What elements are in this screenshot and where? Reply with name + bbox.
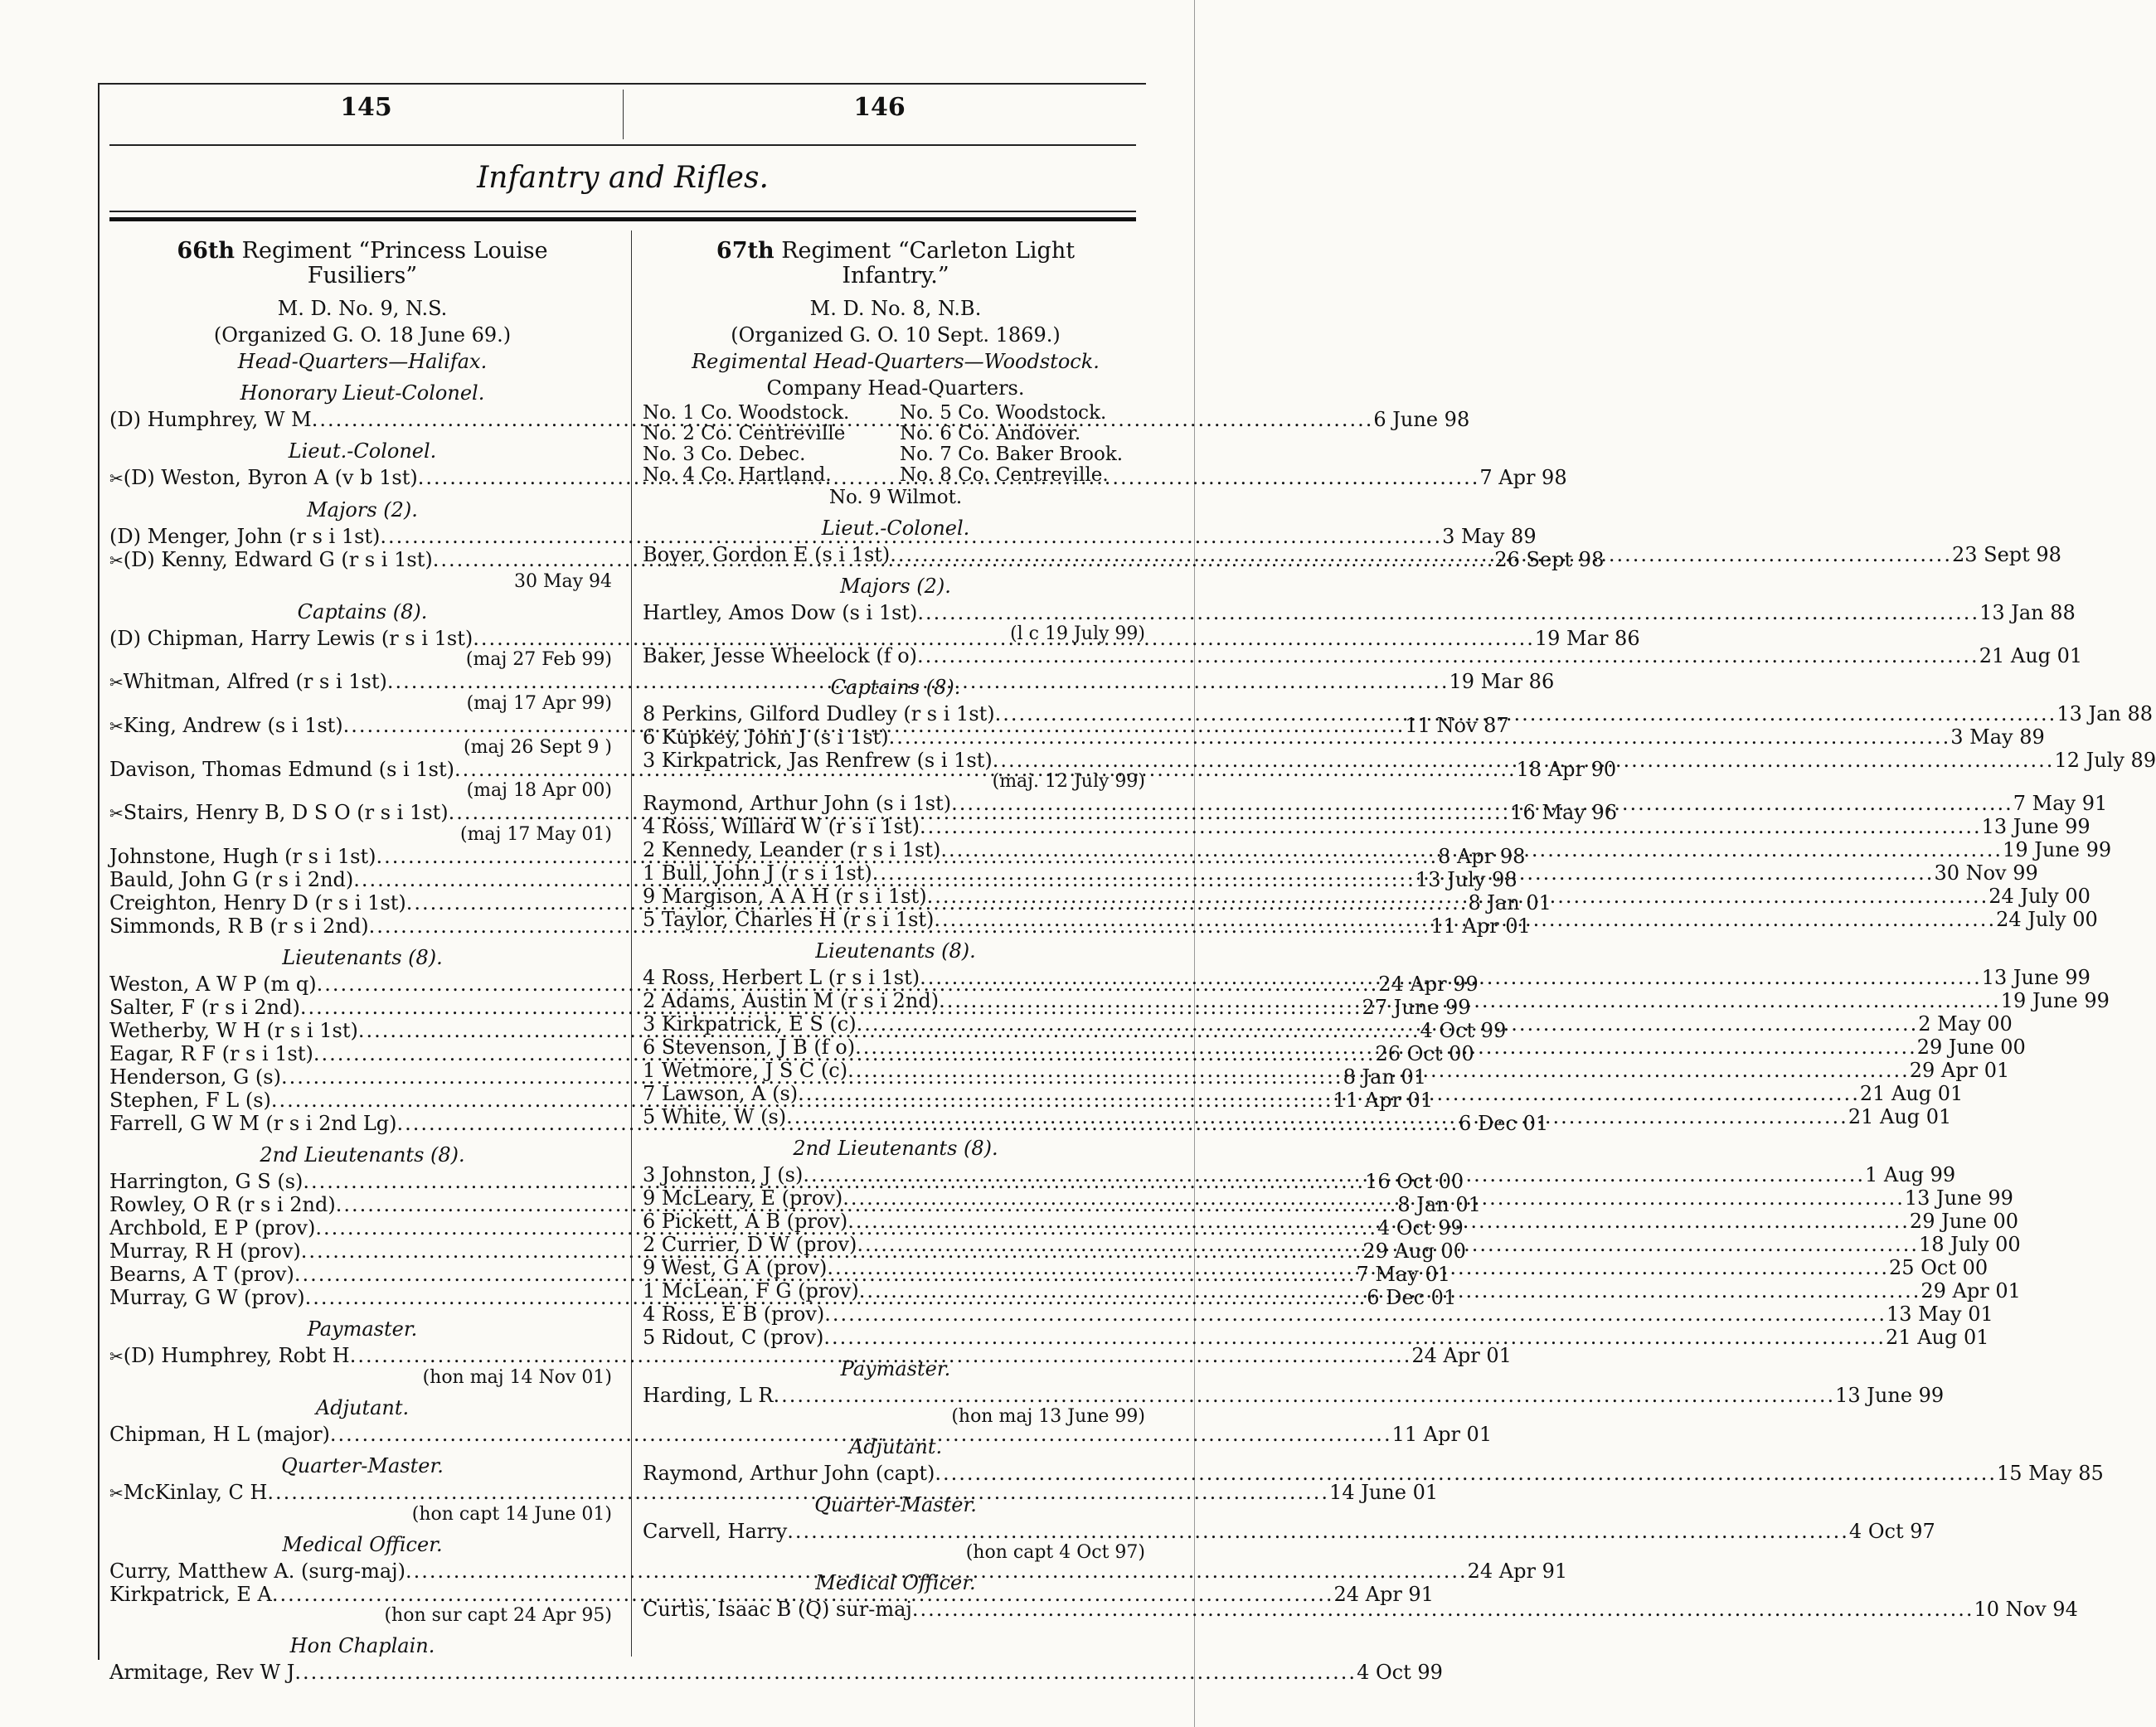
organized-order: (Organized G. O. 18 June 69.)	[213, 323, 512, 347]
officer-name: Carvell, Harry	[643, 1520, 788, 1543]
officer-name: Davison, Thomas Edmund (s i 1st)	[109, 758, 454, 781]
leader-dots	[857, 1012, 1919, 1036]
appointment-date: 24 Apr 91	[1467, 1560, 1568, 1583]
regiment-title	[643, 239, 1148, 289]
officer-name: Boyer, Gordon E (s i 1st)	[643, 543, 891, 566]
title-rule-thin	[109, 211, 1136, 212]
leader-dots	[827, 1256, 1889, 1279]
officer-name: Farrell, G W M (r s i 2nd Lg)	[109, 1112, 397, 1135]
appointment-date: 19 June 99	[2000, 989, 2110, 1012]
officer-name: 9 Margison, A A H (r s i 1st)	[643, 885, 927, 908]
appointment-date: 29 June 00	[1916, 1036, 2026, 1059]
section-heading: Adjutant.	[848, 1435, 943, 1458]
officer-name: 6 Pickett, A B (prov)	[643, 1210, 848, 1233]
appointment-date: 4 Oct 97	[1848, 1520, 1935, 1543]
appointment-date: 29 Apr 01	[1909, 1059, 2010, 1082]
section-heading: 2nd Lieutenants (8).	[793, 1137, 998, 1160]
leader-dots	[889, 725, 1951, 749]
officer-name: 2 Adams, Austin M (r s i 2nd)	[643, 989, 940, 1012]
rank-note: (hon sur capt 24 Apr 95)	[384, 1605, 612, 1626]
leader-dots	[872, 861, 1935, 885]
appointment-date: 11 Apr 01	[1430, 914, 1531, 938]
appointment-date: 13 June 99	[1904, 1186, 2013, 1210]
scissors-icon: ✂	[109, 551, 124, 570]
leader-dots	[294, 1661, 1357, 1684]
appointment-date: 15 May 85	[1997, 1462, 2104, 1485]
company-list	[643, 403, 1148, 486]
leader-dots	[917, 601, 1979, 624]
officer-name: 8 Perkins, Gilford Dudley (r s i 1st)	[643, 702, 995, 725]
appointment-date: 24 Apr 99	[1378, 973, 1479, 996]
officer-name: Stairs, Henry B, D S O (r s i 1st)	[123, 801, 449, 824]
appointment-date: 13 May 01	[1886, 1303, 1993, 1326]
officer-name: (D) Humphrey, W M	[109, 408, 312, 431]
company-item: No. 1 Co. Woodstock.	[643, 402, 850, 424]
leader-dots	[824, 1303, 1886, 1326]
leader-dots	[787, 1520, 1849, 1543]
appointment-date: 21 Aug 01	[1848, 1105, 1952, 1128]
appointment-date: 24 July 00	[1996, 908, 2098, 931]
officer-name: 4 Ross, E B (prov)	[643, 1303, 825, 1326]
officer-name: 4 Ross, Willard W (r s i 1st)	[643, 815, 920, 838]
officer-name: 5 Ridout, C (prov)	[643, 1326, 824, 1349]
appointment-date: 16 May 96	[1510, 801, 1618, 824]
section-heading: Paymaster.	[307, 1317, 418, 1341]
officer-name: Henderson, G (s)	[109, 1065, 281, 1089]
appointment-date: 3 May 89	[1442, 525, 1537, 548]
appointment-date: 4 Oct 99	[1377, 1216, 1464, 1239]
regiment-name: Regiment “Princess Louise Fusiliers”	[241, 238, 548, 289]
officer-name: King, Andrew (s i 1st)	[123, 714, 343, 737]
leader-dots	[993, 749, 2055, 772]
appointment-date: 7 Apr 98	[1479, 466, 1567, 489]
section-heading: Lieutenants (8).	[282, 946, 443, 969]
leader-dots	[855, 1036, 1917, 1059]
officer-name: (D) Chipman, Harry Lewis (r s i 1st)	[109, 627, 473, 650]
appointment-date: 13 June 99	[1981, 815, 2090, 838]
officer-name: Curtis, Isaac B (Q) sur-maj	[643, 1598, 912, 1621]
appointment-date: 11 Nov 87	[1405, 714, 1509, 737]
officer-name: 5 White, W (s)	[643, 1105, 787, 1128]
officer-name: Bauld, John G (r s i 2nd)	[109, 868, 354, 891]
rank-note: (hon capt 4 Oct 97)	[965, 1542, 1145, 1563]
regiment-number: 67th	[716, 238, 775, 264]
appointment-date: 29 June 00	[1909, 1210, 2018, 1233]
section-heading: Hon Chaplain.	[289, 1634, 435, 1657]
officer-name: Eagar, R F (r s i 1st)	[109, 1042, 313, 1065]
rank-note: (hon maj 13 June 99)	[951, 1406, 1145, 1427]
officer-name: 4 Ross, Herbert L (r s i 1st)	[643, 966, 920, 989]
directory-page	[98, 83, 2156, 1684]
section-heading: Honorary Lieut-Colonel.	[240, 381, 485, 405]
section-heading: 2nd Lieutenants (8).	[260, 1143, 465, 1167]
leader-dots	[940, 838, 2003, 861]
rank-note: (maj 17 Apr 99)	[466, 693, 612, 714]
officer-name: 9 West, G A (prov)	[643, 1256, 828, 1279]
section-title: Infantry and Rifles.	[477, 161, 769, 195]
officer-entry	[643, 1598, 2078, 1621]
appointment-date: 14 June 01	[1329, 1481, 1439, 1504]
section-heading: Lieut.-Colonel.	[821, 517, 970, 540]
rank-note: (maj 26 Sept 9 )	[464, 737, 612, 758]
rank-note: (maj 18 Apr 00)	[466, 780, 612, 801]
section-heading: Captains (8).	[297, 600, 428, 623]
appointment-date: 24 Apr 01	[1411, 1344, 1512, 1367]
officer-name: 6 Stevenson, J B (f o)	[643, 1036, 856, 1059]
officer-name: Chipman, H L (major)	[109, 1423, 330, 1446]
regiment-name: Regiment “Carleton Light Infantry.”	[781, 238, 1076, 289]
appointment-date: 29 Apr 01	[1920, 1279, 2021, 1303]
company-item: No. 5 Co. Woodstock.	[900, 402, 1107, 424]
officer-entry	[643, 1462, 2104, 1485]
officer-name: Salter, F (r s i 2nd)	[109, 996, 300, 1019]
officer-entry	[109, 1344, 1512, 1368]
headquarters: Head-Quarters—Halifax.	[237, 350, 488, 373]
appointment-date: 13 Jan 88	[1979, 601, 2076, 624]
appointment-date: 11 Apr 01	[1333, 1089, 1434, 1112]
company-last: No. 9 Wilmot.	[828, 487, 963, 508]
section-heading: Majors (2).	[840, 575, 951, 598]
leader-dots	[857, 1233, 1919, 1256]
military-district: M. D. No. 9, N.S.	[277, 297, 448, 320]
page-number-right: 146	[853, 93, 906, 122]
appointment-date: 8 Jan 01	[1397, 1193, 1481, 1216]
appointment-date: 12 July 89	[2054, 749, 2156, 772]
officer-name: (D) Humphrey, Robt H	[123, 1344, 350, 1367]
appointment-date: 6 June 98	[1373, 408, 1470, 431]
appointment-date: 7 May 01	[1356, 1263, 1450, 1286]
officer-name: 6 Kupkey, John J (s i 1st)	[643, 725, 889, 749]
officer-name: 9 McLeary, E (prov)	[643, 1186, 843, 1210]
appointment-date: 6 Dec 01	[1459, 1112, 1549, 1135]
appointment-date: 21 Aug 01	[1979, 644, 2083, 667]
officer-name: Weston, A W P (m q)	[109, 973, 317, 996]
page-number-header	[109, 85, 1136, 146]
officer-name: 3 Kirkpatrick, E S (c)	[643, 1012, 857, 1036]
leader-dots	[939, 989, 2001, 1012]
appointment-date: 24 Apr 91	[1333, 1583, 1434, 1606]
appointment-date: 1 Aug 99	[1864, 1163, 1956, 1186]
leader-dots	[798, 1082, 1860, 1105]
officer-name: Armitage, Rev W J	[109, 1661, 295, 1684]
appointment-date: 24 July 00	[1988, 885, 2090, 908]
leader-dots	[842, 1186, 1905, 1210]
company-item: No. 2 Co. Centreville	[643, 423, 846, 444]
officer-name: Creighton, Henry D (r s i 1st)	[109, 891, 406, 914]
officer-name: Murray, R H (prov)	[109, 1239, 301, 1263]
section-heading: Quarter-Master.	[814, 1493, 977, 1516]
officer-name: 1 Wetmore, J S C (c)	[643, 1059, 848, 1082]
leader-dots	[823, 1326, 1886, 1349]
section-heading: Lieutenants (8).	[815, 939, 976, 963]
section-heading: Lieut.-Colonel.	[288, 439, 437, 463]
officer-name: 2 Kennedy, Leander (r s i 1st)	[643, 838, 941, 861]
company-item: No. 7 Co. Baker Brook.	[900, 444, 1124, 465]
officer-name: 1 Bull, John J (r s i 1st)	[643, 861, 872, 885]
appointment-date: 21 Aug 01	[1886, 1326, 1989, 1349]
appointment-date: 11 Apr 01	[1391, 1423, 1493, 1446]
officer-entry	[109, 1583, 1434, 1606]
officer-entry	[643, 702, 2154, 725]
officer-name: 2 Currier, D W (prov)	[643, 1233, 857, 1256]
leader-dots	[927, 885, 1989, 908]
appointment-date: 18 Apr 90	[1516, 758, 1617, 781]
appointment-date: 13 Jan 88	[2056, 702, 2154, 725]
leader-dots	[773, 1384, 1835, 1407]
officer-name: 1 McLean, F G (prov)	[643, 1279, 859, 1303]
section-heading: Majors (2).	[307, 498, 418, 521]
appointment-date: 21 Aug 01	[1859, 1082, 1964, 1105]
officer-entry	[643, 601, 2076, 624]
appointment-date: 19 June 99	[2003, 838, 2112, 861]
appointment-date: 10 Nov 94	[1974, 1598, 2078, 1621]
officer-name: Murray, G W (prov)	[109, 1286, 305, 1309]
company-item: No. 4 Co. Hartland.	[643, 464, 832, 486]
officer-name: Simmonds, R B (r s i 2nd)	[109, 914, 369, 938]
leader-dots	[934, 908, 1996, 931]
leader-dots	[951, 792, 2013, 815]
appointment-date: 8 Apr 98	[1438, 845, 1526, 868]
leader-dots	[786, 1105, 1848, 1128]
appointment-date: 13 June 99	[1835, 1384, 1945, 1407]
appointment-date: 26 Sept 98	[1494, 548, 1605, 571]
scissors-icon: ✂	[109, 803, 124, 823]
appointment-date: 16 Oct 00	[1365, 1170, 1464, 1193]
appointment-date: 3 May 89	[1950, 725, 2045, 749]
company-item: No. 3 Co. Debec.	[643, 444, 806, 465]
appointment-date: 19 Mar 86	[1534, 627, 1640, 650]
officer-name: Kirkpatrick, E A	[109, 1583, 272, 1606]
leader-dots	[917, 644, 1979, 667]
leader-dots	[847, 1059, 1910, 1082]
scissors-icon: ✂	[109, 1346, 124, 1366]
officer-name: Raymond, Arthur John (s i 1st)	[643, 792, 952, 815]
officer-name: Bearns, A T (prov)	[109, 1263, 294, 1286]
officer-name: Archbold, E P (prov)	[109, 1216, 316, 1239]
officer-entry	[109, 1423, 1493, 1446]
military-district: M. D. No. 8, N.B.	[809, 297, 982, 320]
scissors-icon: ✂	[109, 716, 124, 736]
scissors-icon: ✂	[109, 468, 124, 488]
officer-name: 5 Taylor, Charles H (r s i 1st)	[643, 908, 935, 931]
officer-name: Whitman, Alfred (r s i 1st)	[123, 670, 387, 693]
appointment-date: 13 July 98	[1415, 868, 1517, 891]
organized-order: (Organized G. O. 10 Sept. 1869.)	[731, 323, 1061, 347]
leader-dots	[847, 1210, 1910, 1233]
appointment-date: 8 Jan 01	[1343, 1065, 1427, 1089]
officer-name: Stephen, F L (s)	[109, 1089, 271, 1112]
regiment-number: 66th	[177, 238, 236, 264]
leader-dots	[935, 1462, 1997, 1485]
rank-note: (l c 19 July 99)	[1010, 623, 1145, 644]
appointment-date: 4 Oct 99	[1420, 1019, 1507, 1042]
appointment-date: 18 July 00	[1919, 1233, 2021, 1256]
leader-dots	[920, 815, 1982, 838]
leader-dots	[995, 702, 2057, 725]
appointment-date: 4 Oct 99	[1357, 1661, 1443, 1684]
officer-name: Harrington, G S (s)	[109, 1170, 303, 1193]
headquarters: Regimental Head-Quarters—Woodstock.	[692, 350, 1100, 373]
officer-name: McKinlay, C H	[123, 1481, 268, 1504]
rank-note: (hon maj 14 Nov 01)	[422, 1367, 612, 1388]
officer-name: Raymond, Arthur John (capt)	[643, 1462, 935, 1485]
appointment-date: 27 June 99	[1362, 996, 1471, 1019]
officer-name: 3 Johnston, J (s)	[643, 1163, 804, 1186]
officer-name: Harding, L R	[643, 1384, 774, 1407]
leader-dots	[859, 1279, 1921, 1303]
officer-entry	[643, 1384, 1945, 1407]
officer-name: 7 Lawson, A (s)	[643, 1082, 799, 1105]
officer-name: (D) Weston, Byron A (v b 1st)	[123, 466, 418, 489]
section-heading: Medical Officer.	[815, 1571, 976, 1594]
appointment-date: 25 Oct 00	[1889, 1256, 1988, 1279]
officer-name: (D) Kenny, Edward G (r s i 1st)	[123, 548, 433, 571]
leader-dots	[803, 1163, 1865, 1186]
scissors-icon: ✂	[109, 672, 124, 692]
regiment-title	[109, 239, 615, 289]
rank-note: 30 May 94	[513, 571, 612, 592]
appointment-date: 13 June 99	[1981, 966, 2090, 989]
appointment-date: 23 Sept 98	[1951, 543, 2061, 566]
officer-name: (D) Menger, John (r s i 1st)	[109, 525, 381, 548]
rank-note: (maj. 12 July 99)	[992, 771, 1145, 792]
title-rule-thick	[109, 217, 1136, 221]
officer-entry	[643, 1326, 1989, 1349]
appointment-date: 30 Nov 99	[1934, 861, 2038, 885]
appointment-date: 7 May 91	[2013, 792, 2108, 815]
page-number-left: 145	[340, 93, 392, 122]
scissors-icon: ✂	[109, 1483, 124, 1503]
officer-name: Hartley, Amos Dow (s i 1st)	[643, 601, 918, 624]
section-heading: Adjutant.	[315, 1396, 410, 1419]
officer-name: Wetherby, W H (r s i 1st)	[109, 1019, 358, 1042]
officer-name: 3 Kirkpatrick, Jas Renfrew (s i 1st)	[643, 749, 993, 772]
appointment-date: 29 Aug 00	[1362, 1239, 1466, 1263]
appointment-date: 26 Oct 00	[1375, 1042, 1474, 1065]
rank-note: (hon capt 14 June 01)	[411, 1504, 612, 1525]
leader-dots	[920, 966, 1982, 989]
officer-entry	[643, 1520, 1935, 1543]
officer-entry	[643, 1303, 1993, 1326]
officer-entry	[109, 1661, 1443, 1684]
company-item: No. 8 Co. Centreville.	[900, 464, 1109, 486]
company-hq-title: Company Head-Quarters.	[766, 376, 1025, 400]
section-heading: Paymaster.	[840, 1357, 951, 1380]
officer-name: Rowley, O R (r s i 2nd)	[109, 1193, 336, 1216]
company-item: No. 6 Co. Andover.	[900, 423, 1081, 444]
officer-name: Curry, Matthew A. (surg-maj)	[109, 1560, 405, 1583]
appointment-date: 2 May 00	[1918, 1012, 2013, 1036]
leader-dots	[890, 543, 1952, 566]
appointment-date: 19 Mar 86	[1449, 670, 1555, 693]
officer-name: Johnstone, Hugh (r s i 1st)	[109, 845, 376, 868]
officer-entry	[643, 644, 2083, 667]
officer-entry	[643, 815, 2090, 838]
leader-dots	[912, 1598, 1974, 1621]
appointment-date: 8 Jan 01	[1468, 891, 1551, 914]
rank-note: (maj 27 Feb 99)	[465, 649, 612, 670]
section-heading: Quarter-Master.	[281, 1454, 444, 1477]
section-heading: Captains (8).	[830, 676, 961, 699]
officer-name: Baker, Jesse Wheelock (f o)	[643, 644, 918, 667]
rank-note: (maj 17 May 01)	[459, 824, 612, 845]
appointment-date: 6 Dec 01	[1367, 1286, 1457, 1309]
section-heading: Medical Officer.	[282, 1533, 443, 1556]
